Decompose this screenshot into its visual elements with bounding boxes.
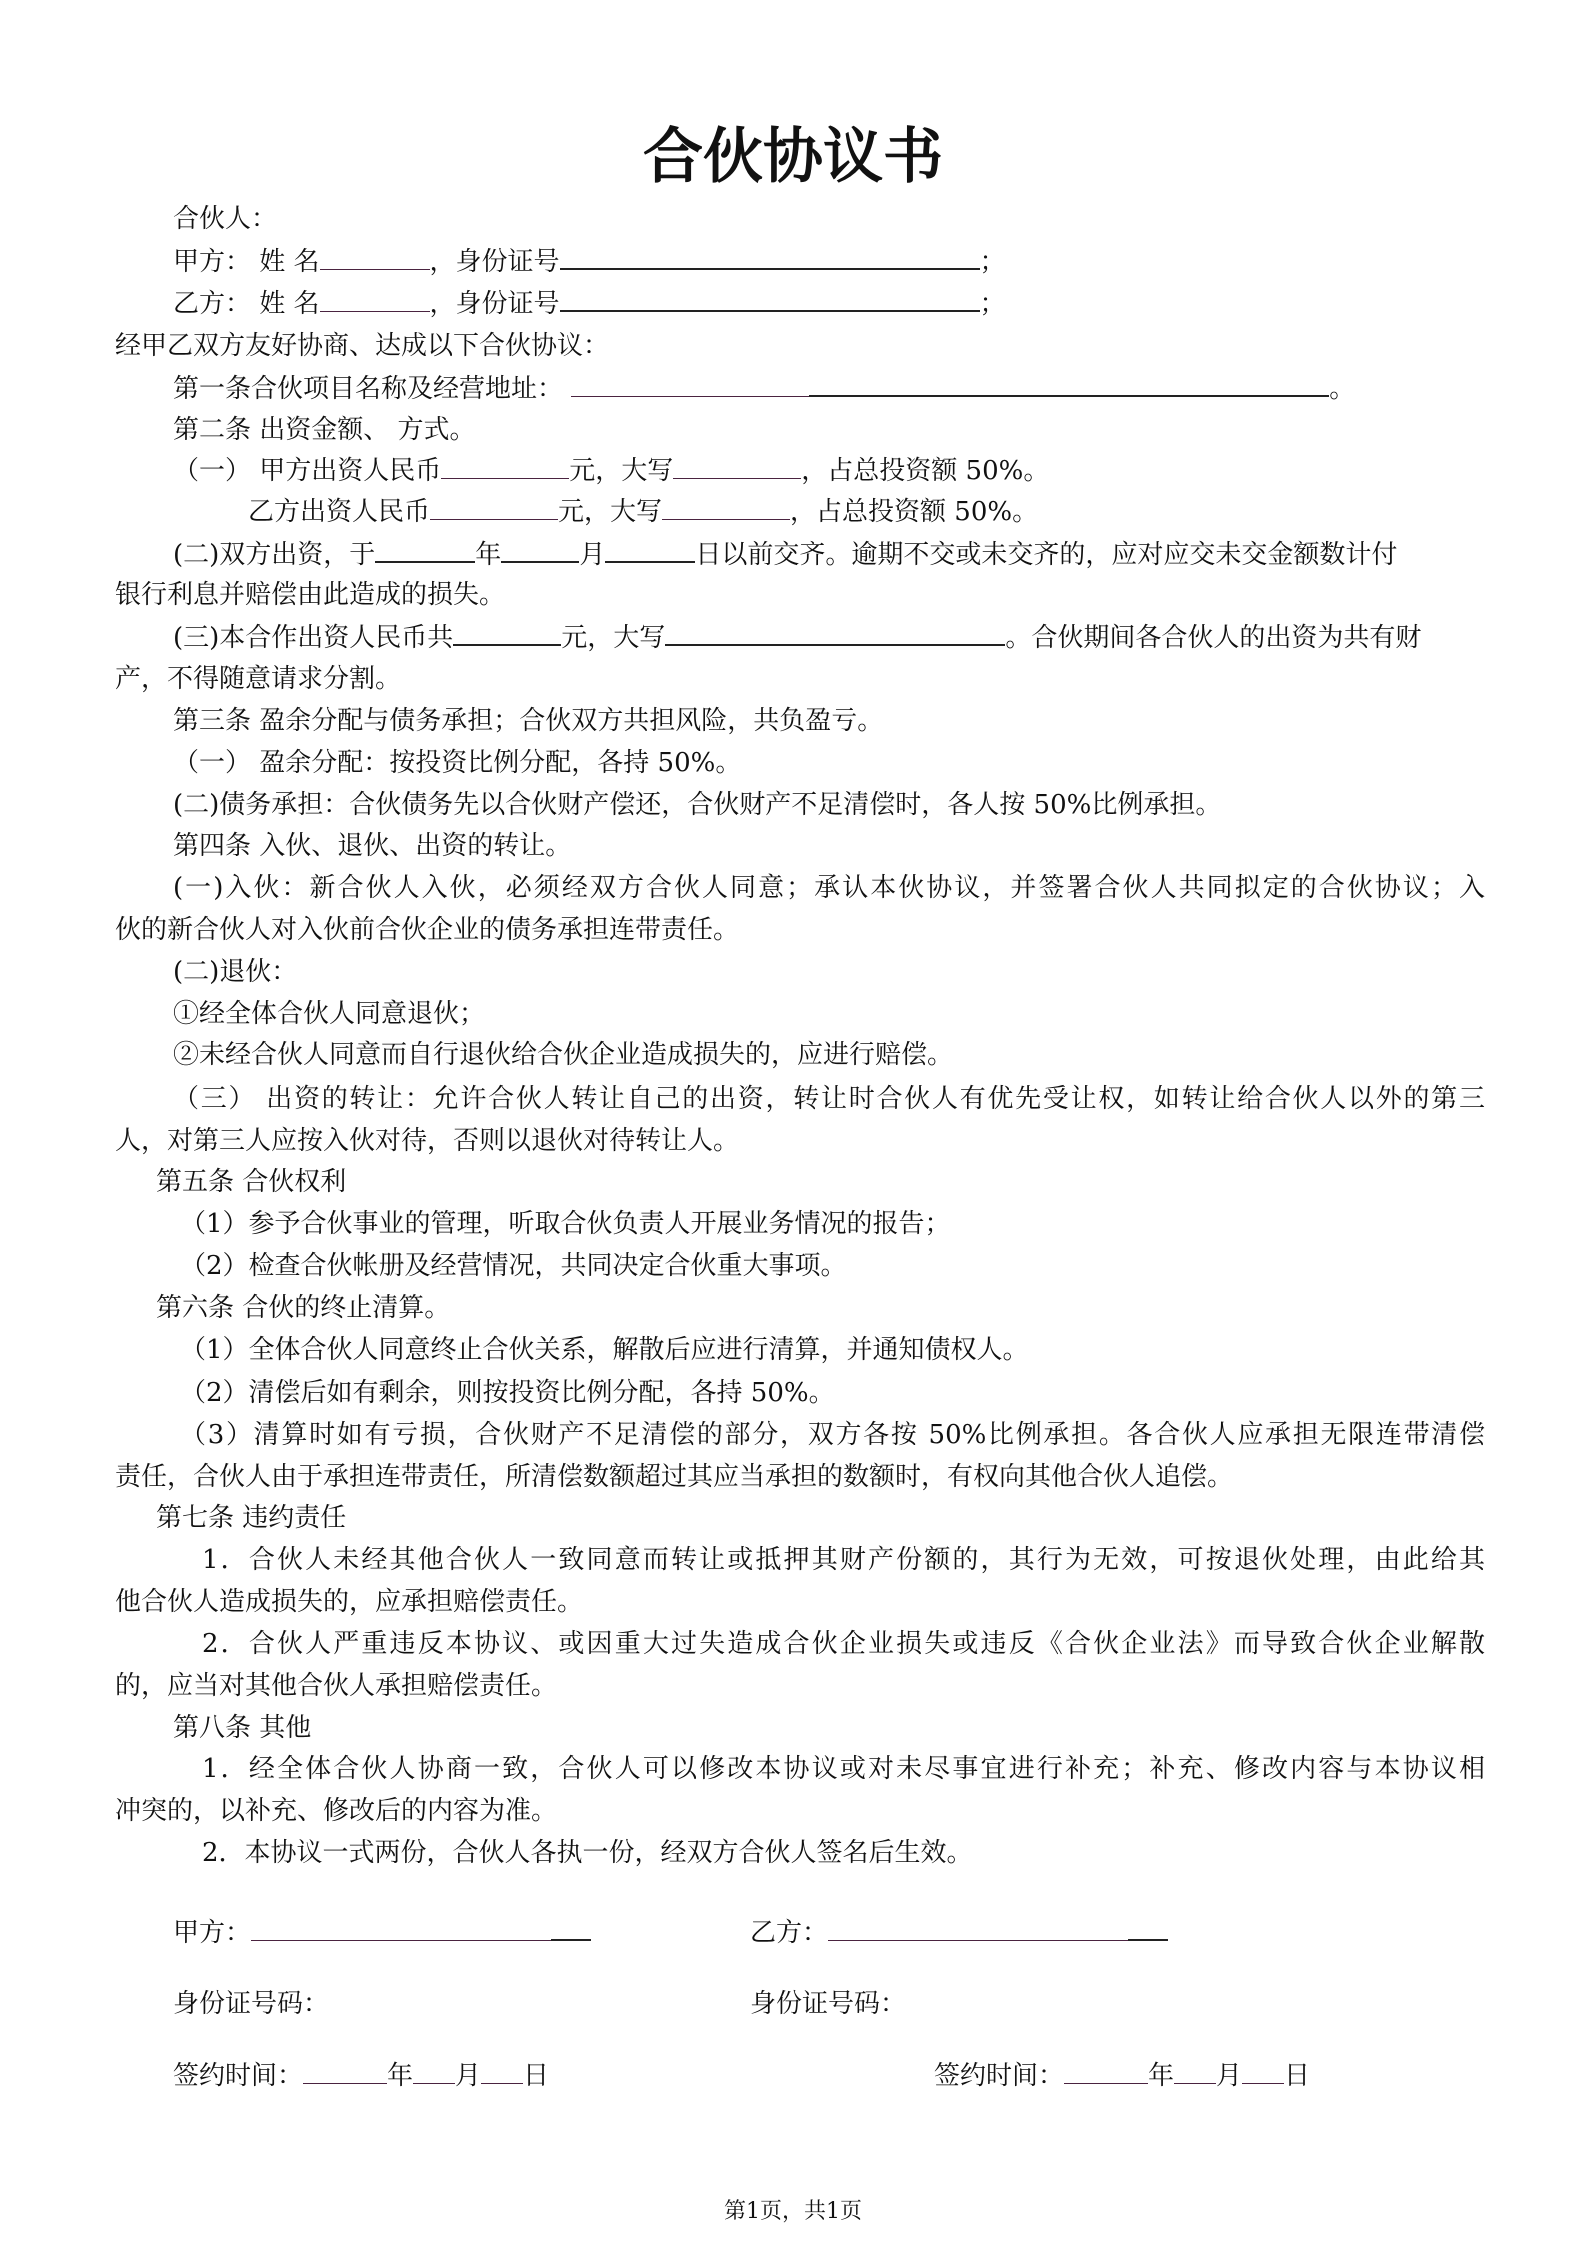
punct: 。 bbox=[1329, 374, 1356, 404]
article-2-1a bbox=[173, 454, 1049, 488]
label: 乙方出资人民币 bbox=[248, 497, 431, 527]
month-blank[interactable] bbox=[501, 537, 579, 563]
id-blank[interactable] bbox=[560, 286, 980, 312]
label: 元，大写 bbox=[561, 623, 666, 653]
month-blank[interactable] bbox=[1174, 2059, 1216, 2084]
article-2-2b: 银行利息并赔偿由此造成的损失。 bbox=[115, 580, 506, 610]
article-4-3a: （三） 出资的转让：允许合伙人转让自己的出资，转让时合伙人有优先受让权，如转让给合伙人以外的第三 bbox=[173, 1084, 1485, 1114]
article-7-1a: 1．合伙人未经其他合伙人一致同意而转让或抵押其财产份额的，其行为无效，可按退伙处理，由此给其 bbox=[202, 1545, 1485, 1575]
article-8-2: 2．本协议一式两份，合伙人各执一份，经双方合伙人签名后生效。 bbox=[202, 1838, 973, 1868]
day-blank[interactable] bbox=[481, 2059, 523, 2084]
project-blank[interactable] bbox=[571, 372, 809, 397]
label: (三)本合作出资人民币共 bbox=[173, 623, 454, 653]
label: 乙方： bbox=[750, 1918, 829, 1948]
label: 月 bbox=[579, 540, 606, 570]
label: 月 bbox=[1216, 2061, 1243, 2091]
label: 甲方： bbox=[173, 1918, 252, 1948]
label: 。合伙期间各合伙人的出资为共有财 bbox=[1005, 623, 1422, 653]
party-a-id: 身份证号码： bbox=[173, 1989, 330, 2019]
article-6-3b: 责任，合伙人由于承担连带责任，所清偿数额超过其应当承担的数额时，有权向其他合伙人追偿。 bbox=[115, 1462, 1234, 1492]
party-a-date bbox=[173, 2059, 549, 2093]
label: 乙方： 姓 名 bbox=[173, 289, 320, 319]
month-blank[interactable] bbox=[413, 2059, 455, 2084]
label: 第一条合伙项目名称及经营地址： bbox=[173, 374, 564, 404]
article-2-3a bbox=[173, 620, 1421, 655]
article-8-1a: 1．经全体合伙人协商一致，合伙人可以修改本协议或对未尽事宜进行补充；补充、修改内容与本协议相 bbox=[202, 1754, 1485, 1784]
party-b-signature bbox=[750, 1915, 1168, 1950]
article-5-2: （2）检查合伙帐册及经营情况，共同决定合伙重大事项。 bbox=[180, 1251, 847, 1281]
party-b-date bbox=[934, 2059, 1310, 2093]
article-4-1b: 伙的新合伙人对入伙前合伙企业的债务承担连带责任。 bbox=[115, 915, 740, 945]
name-blank[interactable] bbox=[320, 287, 430, 312]
article-2: 第二条 出资金额、 方式。 bbox=[173, 415, 476, 445]
label: 年 bbox=[475, 540, 502, 570]
page-footer: 第1页，共1页 bbox=[724, 2199, 862, 2224]
label: 年 bbox=[387, 2061, 414, 2091]
article-8-1b: 冲突的，以补充、修改后的内容为准。 bbox=[115, 1796, 558, 1826]
party-a-signature bbox=[173, 1915, 591, 1950]
label: ，占总投资额 50%。 bbox=[801, 456, 1050, 486]
article-4-1a: (一)入伙：新合伙人入伙，必须经双方合伙人同意；承认本伙协议，并签署合伙人共同拟定的合伙协议；入 bbox=[173, 873, 1485, 903]
year-blank[interactable] bbox=[1064, 2059, 1148, 2084]
article-3-2: (二)债务承担：合伙债务先以合伙财产偿还，合伙财产不足清偿时，各人按 50%比例承担。 bbox=[173, 790, 1222, 820]
article-2-1b bbox=[248, 495, 1038, 529]
label: （一） 甲方出资人民币 bbox=[173, 456, 442, 486]
intro: 经甲乙双方友好协商、达成以下合伙协议： bbox=[115, 331, 610, 361]
amount-blank[interactable] bbox=[441, 454, 569, 479]
punct: ； bbox=[979, 289, 1006, 319]
label: 签约时间： bbox=[173, 2061, 304, 2091]
year-blank[interactable] bbox=[375, 537, 475, 563]
party-b-line bbox=[173, 286, 1006, 321]
article-1 bbox=[173, 371, 1355, 406]
article-4-2a: ①经全体合伙人同意退伙； bbox=[173, 999, 486, 1029]
total-capital-blank[interactable] bbox=[665, 620, 1005, 646]
signature-blank-tail bbox=[1128, 1915, 1168, 1941]
day-blank[interactable] bbox=[1242, 2059, 1284, 2084]
article-7-2b: 的，应当对其他合伙人承担赔偿责任。 bbox=[115, 1671, 558, 1701]
punct: ； bbox=[979, 247, 1006, 277]
party-b-id: 身份证号码： bbox=[750, 1989, 907, 2019]
signature-blank-tail bbox=[551, 1915, 591, 1941]
signature-blank[interactable] bbox=[828, 1916, 1128, 1941]
label: (二)双方出资，于 bbox=[173, 540, 376, 570]
amount-blank[interactable] bbox=[430, 495, 558, 520]
article-8: 第八条 其他 bbox=[173, 1713, 312, 1743]
label: ，占总投资额 50%。 bbox=[790, 497, 1039, 527]
label: 日 bbox=[523, 2061, 550, 2091]
year-blank[interactable] bbox=[303, 2059, 387, 2084]
article-5: 第五条 合伙权利 bbox=[156, 1167, 347, 1197]
article-3-1: （一） 盈余分配：按投资比例分配，各持 50%。 bbox=[173, 748, 742, 778]
id-blank[interactable] bbox=[560, 244, 980, 270]
capital-blank[interactable] bbox=[673, 454, 801, 479]
article-4-2: (二)退伙： bbox=[173, 957, 298, 987]
article-4-3b: 人，对第三人应按入伙对待，否则以退伙对待转让人。 bbox=[115, 1126, 740, 1156]
article-7-1b: 他合伙人造成损失的，应承担赔偿责任。 bbox=[115, 1587, 584, 1617]
label: 元，大写 bbox=[558, 497, 663, 527]
document-title: 合伙协议书 bbox=[643, 122, 943, 192]
label: 日以前交齐。逾期不交或未交齐的，应对应交未交金额数计付 bbox=[695, 540, 1398, 570]
capital-blank[interactable] bbox=[662, 495, 790, 520]
article-3: 第三条 盈余分配与债务承担；合伙双方共担风险，共负盈亏。 bbox=[173, 706, 884, 736]
label: 元，大写 bbox=[569, 456, 674, 486]
article-4: 第四条 入伙、退伙、出资的转让。 bbox=[173, 831, 572, 861]
article-5-1: （1）参予合伙事业的管理，听取合伙负责人开展业务情况的报告； bbox=[180, 1209, 951, 1239]
article-6: 第六条 合伙的终止清算。 bbox=[156, 1293, 451, 1323]
article-2-3b: 产，不得随意请求分割。 bbox=[115, 664, 402, 694]
label: 签约时间： bbox=[934, 2061, 1065, 2091]
label: 甲方： 姓 名 bbox=[173, 247, 320, 277]
total-blank[interactable] bbox=[453, 620, 561, 646]
label: 日 bbox=[1284, 2061, 1311, 2091]
article-7-2a: 2．合伙人严重违反本协议、或因重大过失造成合伙企业损失或违反《合伙企业法》而导致合伙企业解散 bbox=[202, 1629, 1485, 1659]
label: ，身份证号 bbox=[429, 289, 560, 319]
partners-label: 合伙人： bbox=[173, 204, 278, 234]
article-6-2: （2）清偿后如有剩余，则按投资比例分配，各持 50%。 bbox=[180, 1378, 835, 1408]
article-2-2a bbox=[173, 537, 1485, 572]
article-4-2b: ②未经合伙人同意而自行退伙给合伙企业造成损失的，应进行赔偿。 bbox=[173, 1040, 954, 1070]
article-7: 第七条 违约责任 bbox=[156, 1503, 347, 1533]
party-a-line bbox=[173, 244, 1006, 279]
label: ，身份证号 bbox=[429, 247, 560, 277]
day-blank[interactable] bbox=[605, 537, 695, 563]
article-6-1: （1）全体合伙人同意终止合伙关系，解散后应进行清算，并通知债权人。 bbox=[180, 1335, 1029, 1365]
label: 年 bbox=[1148, 2061, 1175, 2091]
signature-blank[interactable] bbox=[251, 1916, 551, 1941]
name-blank[interactable] bbox=[320, 245, 430, 270]
address-blank[interactable] bbox=[809, 371, 1329, 397]
label: 月 bbox=[455, 2061, 482, 2091]
article-6-3a: （3）清算时如有亏损，合伙财产不足清偿的部分，双方各按 50%比例承担。各合伙人应承担无限连带清偿 bbox=[180, 1420, 1485, 1450]
